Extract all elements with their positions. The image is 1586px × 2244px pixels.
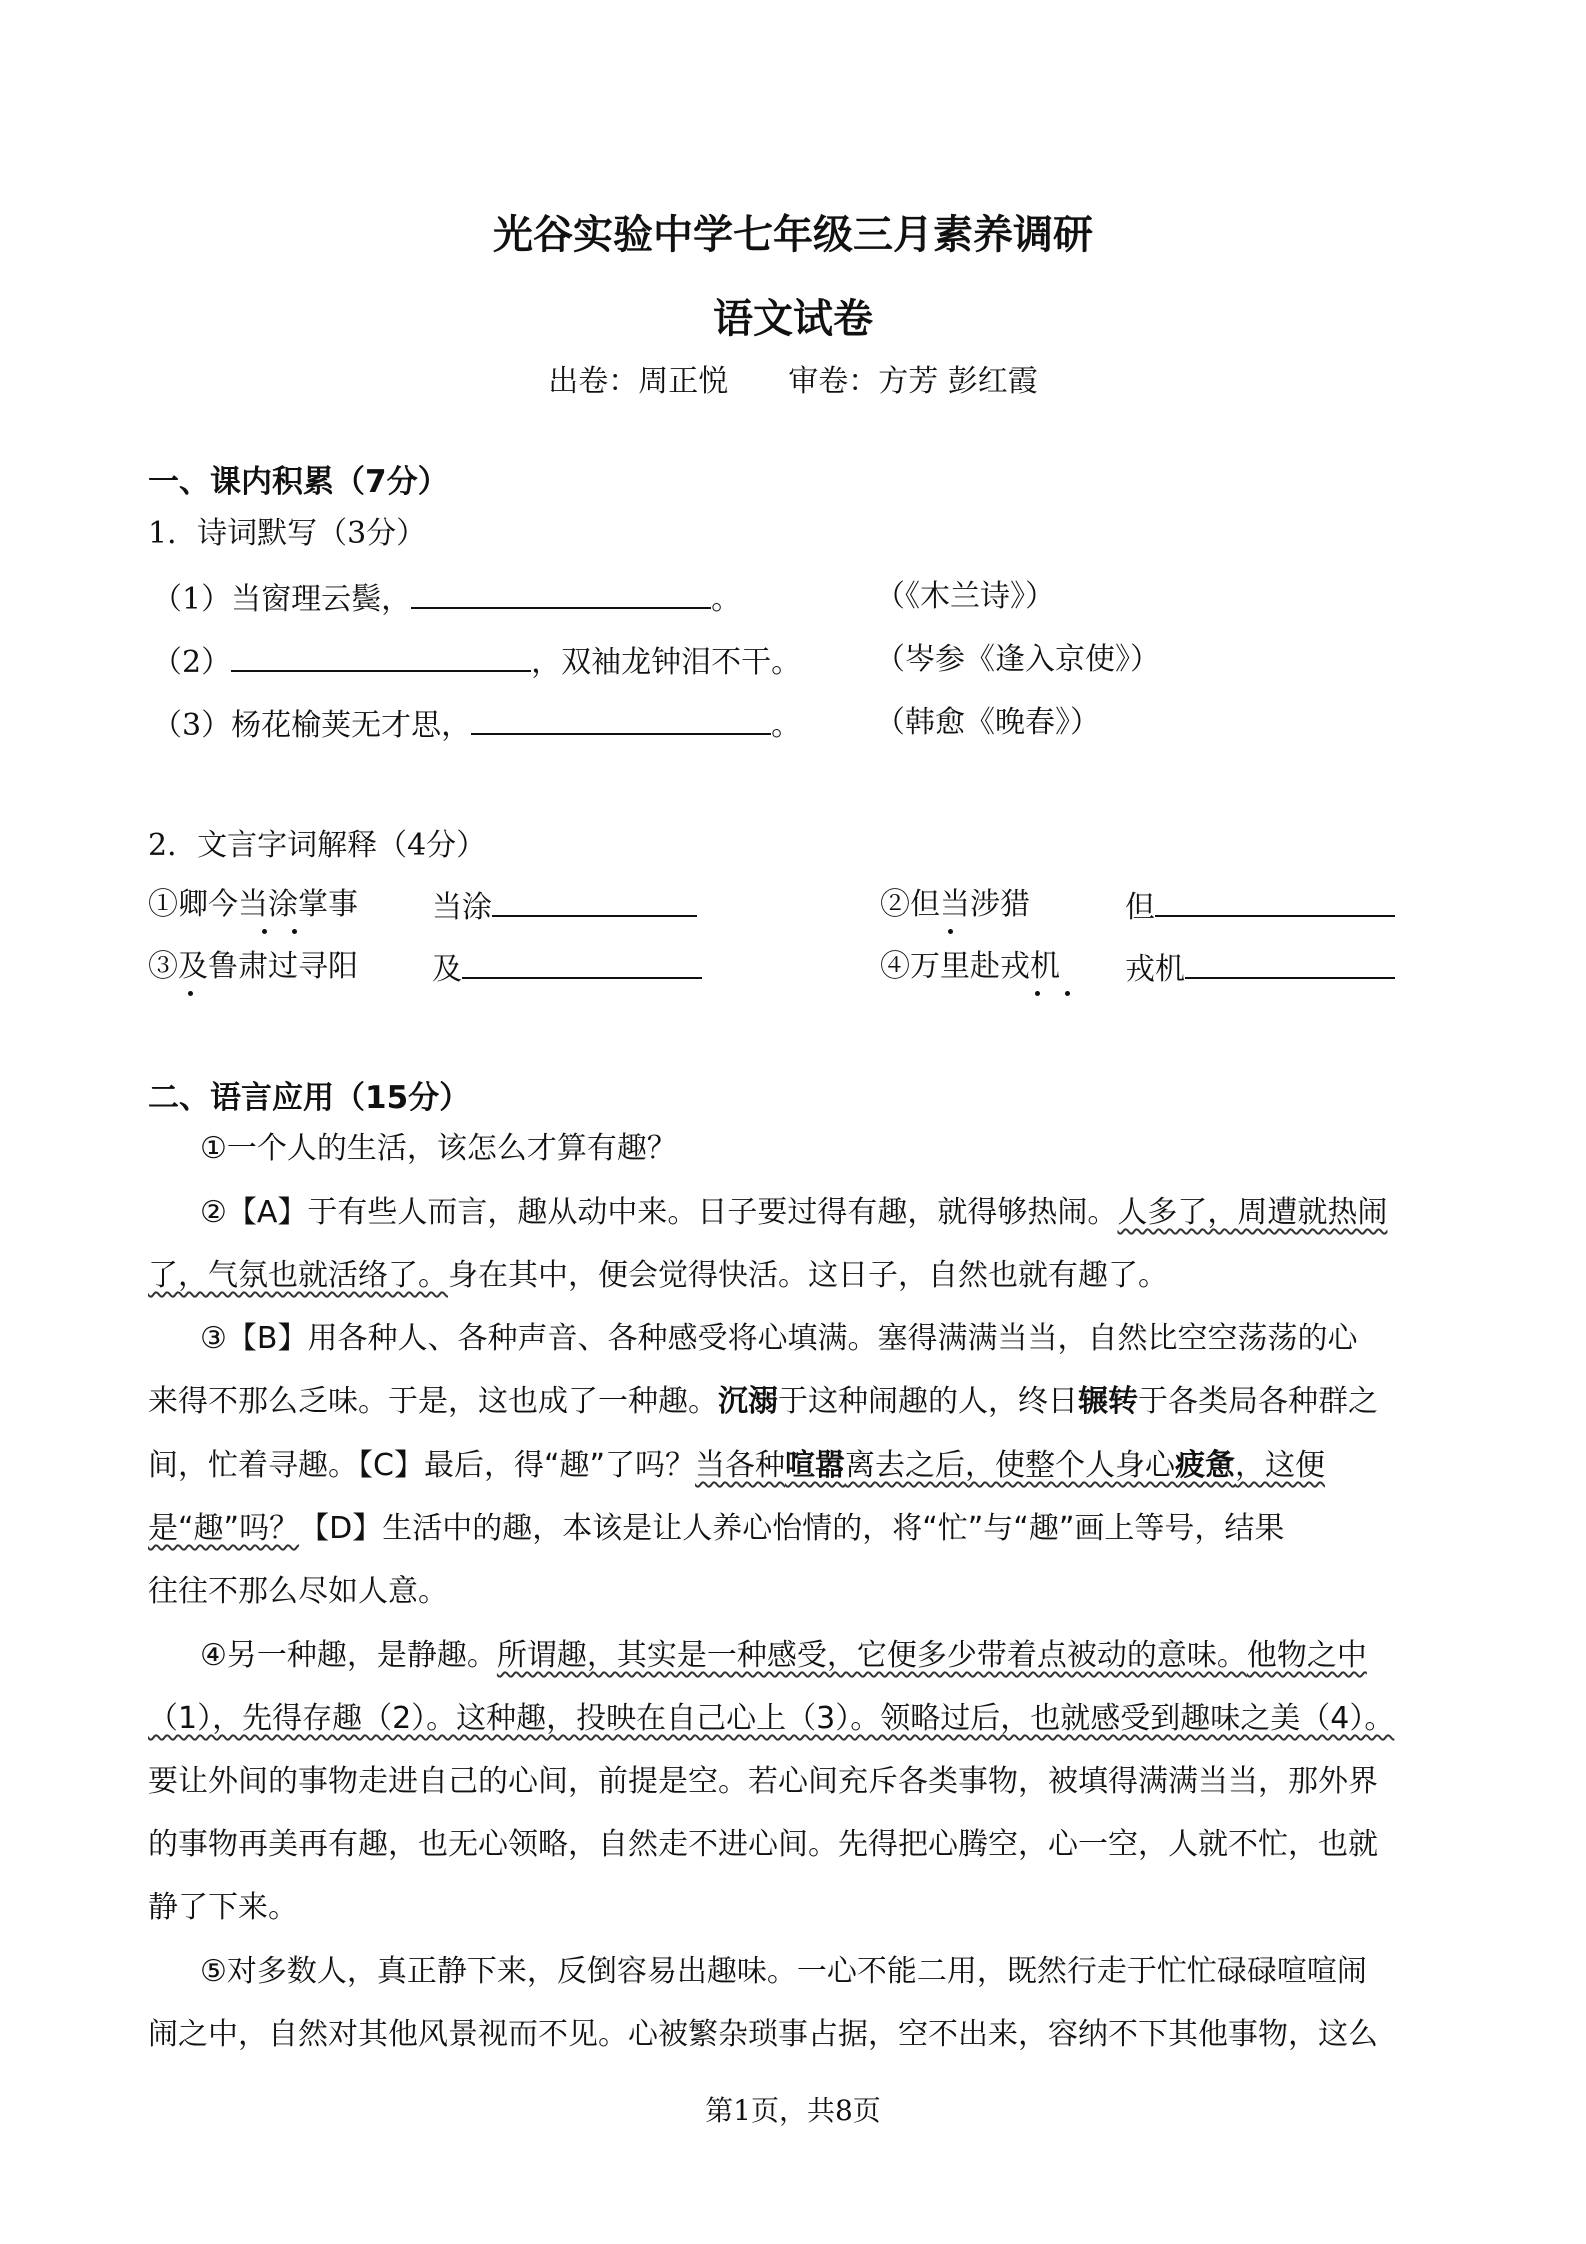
poem-source-3: （韩愈《晚春》） [875, 705, 1100, 740]
question-2-label: 2．文言字词解释（4分） [148, 828, 487, 863]
section-heading-1: 一、课内积累（7分） [148, 464, 449, 500]
poem-item-suffix: ，双袖龙钟泪不干。 [531, 645, 802, 680]
passage-line [148, 1382, 1448, 1422]
passage-line [148, 1888, 1448, 1928]
passage-text: 闹之中，自然对其他风景视而不见。心被繁杂琐事占据，空不出来，容纳不下其他事物，这么 [148, 2017, 1378, 2052]
passage-text: 人多了，周遭就热闹 [1117, 1195, 1388, 1230]
passage-text: 来得不那么乏味。于是，这也成了一种趣。 [148, 1384, 718, 1419]
poem-item-3 [152, 703, 801, 746]
answer-blank[interactable] [411, 577, 711, 609]
passage-text: ③【B】用各种人、各种声音、各种感受将心填满。塞得满满当当，自然比空空荡荡的心 [200, 1321, 1358, 1356]
page-title: 光谷实验中学七年级三月素养调研 [493, 212, 1093, 258]
passage-text: 所谓趣，其实是一种感受，它便多少带着点被动的意味。 [496, 1638, 1247, 1673]
passage-text: ⑤对多数人，真正静下来，反倒容易出趣味。一心不能二用，既然行走于忙忙碌碌喧喧闹 [200, 1954, 1367, 1989]
poem-item-prefix: （3）杨花榆荚无才思， [152, 708, 472, 743]
vocab-sentence-2: ②但当涉猎 [880, 887, 1030, 922]
vocab-sentence-3: ③及鲁肃过寻阳 [148, 949, 358, 984]
passage-text: 了，气氛也就活络了。 [148, 1258, 448, 1293]
answer-blank[interactable] [462, 947, 702, 979]
vocab-word: 及 [432, 952, 462, 987]
emphasis-dot [292, 929, 297, 934]
passage-text: 于这种闹趣的人，终日 [778, 1384, 1078, 1419]
vocab-sentence-4: ④万里赴戎机 [880, 949, 1060, 984]
vocab-item-3 [432, 947, 702, 990]
poem-item-2 [152, 640, 801, 683]
emphasis-dot [1035, 991, 1040, 996]
passage-text: 是“趣”吗？ [148, 1511, 300, 1546]
passage-text: ②【A】于有些人而言，趣从动中来。日子要过得有趣，就得够热闹。 [200, 1195, 1118, 1230]
page-footer: 第1页，共8页 [705, 2094, 881, 2127]
passage-line [148, 1572, 1448, 1612]
passage-text: 辗转 [1078, 1384, 1138, 1419]
passage-text: 沉溺 [718, 1384, 778, 1419]
vocab-item-2 [1125, 885, 1395, 928]
passage-line [200, 1193, 1500, 1233]
answer-blank[interactable] [492, 885, 697, 917]
passage-text: ，这便 [1235, 1448, 1326, 1483]
poem-item-prefix: （1）当窗理云鬓， [152, 582, 412, 617]
passage-text: 疲惫 [1175, 1448, 1236, 1483]
answer-blank[interactable] [231, 640, 531, 672]
answer-blank[interactable] [1155, 885, 1395, 917]
poem-item-suffix: 。 [711, 582, 742, 617]
passage-line [148, 1446, 1448, 1486]
answer-blank[interactable] [471, 703, 771, 735]
section-heading-2: 二、语言应用（15分） [148, 1080, 471, 1116]
passage-line [148, 2015, 1448, 2055]
poem-item-prefix: （2） [152, 645, 232, 680]
passage-text: 他物之中 [1246, 1638, 1367, 1673]
passage-text: 喧嚣 [785, 1448, 846, 1483]
passage-line [200, 1636, 1500, 1676]
emphasis-dot [188, 991, 193, 996]
question-1-label: 1．诗词默写（3分） [148, 516, 427, 551]
passage-line [148, 1825, 1448, 1865]
passage-line [148, 1762, 1448, 1802]
passage-text: 间，忙着寻趣。【C】最后，得“趣”了吗？ [148, 1448, 696, 1483]
vocab-word: 当涂 [432, 890, 492, 925]
passage-line [148, 1509, 1448, 1549]
passage-text: 静了下来。 [148, 1890, 298, 1925]
passage-text: 离去之后，使整个人身心 [845, 1448, 1176, 1483]
poem-source-2: （岑参《逢入京使》） [875, 642, 1160, 677]
emphasis-dot [948, 929, 953, 934]
passage-line [200, 1952, 1500, 1992]
author-line: 出卷：周正悦 审卷：方芳 彭红霞 [548, 364, 1038, 399]
passage-text: 往往不那么尽如人意。 [148, 1574, 448, 1609]
passage-text: 身在其中，便会觉得快活。这日子，自然也就有趣了。 [448, 1258, 1168, 1293]
passage-text: 要让外间的事物走进自己的心间，前提是空。若心间充斥各类事物，被填得满满当当，那外界 [148, 1764, 1378, 1799]
passage-line [200, 1129, 1500, 1169]
vocab-word: 戎机 [1125, 952, 1185, 987]
vocab-item-4 [1125, 947, 1395, 990]
passage-text: 于各类局各种群之 [1138, 1384, 1378, 1419]
passage-line [148, 1699, 1448, 1739]
page-subtitle: 语文试卷 [713, 296, 873, 342]
vocab-sentence-1: ①卿今当涂掌事 [148, 887, 358, 922]
passage-text: 当各种 [695, 1448, 786, 1483]
passage-text: 的事物再美再有趣，也无心领略，自然走不进心间。先得把心腾空，心一空，人就不忙，也就 [148, 1827, 1378, 1862]
vocab-item-1 [432, 885, 697, 928]
emphasis-dot [1065, 991, 1070, 996]
poem-item-suffix: 。 [771, 708, 802, 743]
passage-text: 【D】生活中的趣，本该是让人养心怡情的，将“忙”与“趣”画上等号，结果 [299, 1511, 1285, 1546]
emphasis-dot [262, 929, 267, 934]
passage-line [200, 1319, 1500, 1359]
passage-text: ④另一种趣，是静趣。 [200, 1638, 497, 1673]
poem-source-1: （《木兰诗》） [875, 579, 1055, 614]
vocab-word: 但 [1125, 890, 1155, 925]
answer-blank[interactable] [1185, 947, 1395, 979]
passage-line [148, 1256, 1448, 1296]
passage-text: （1），先得存趣（2）。这种趣，投映在自己心上（3）。领略过后，也就感受到趣味之美（4）。 [148, 1701, 1395, 1736]
passage-text: ①一个人的生活，该怎么才算有趣？ [200, 1131, 677, 1166]
poem-item-1 [152, 577, 741, 620]
